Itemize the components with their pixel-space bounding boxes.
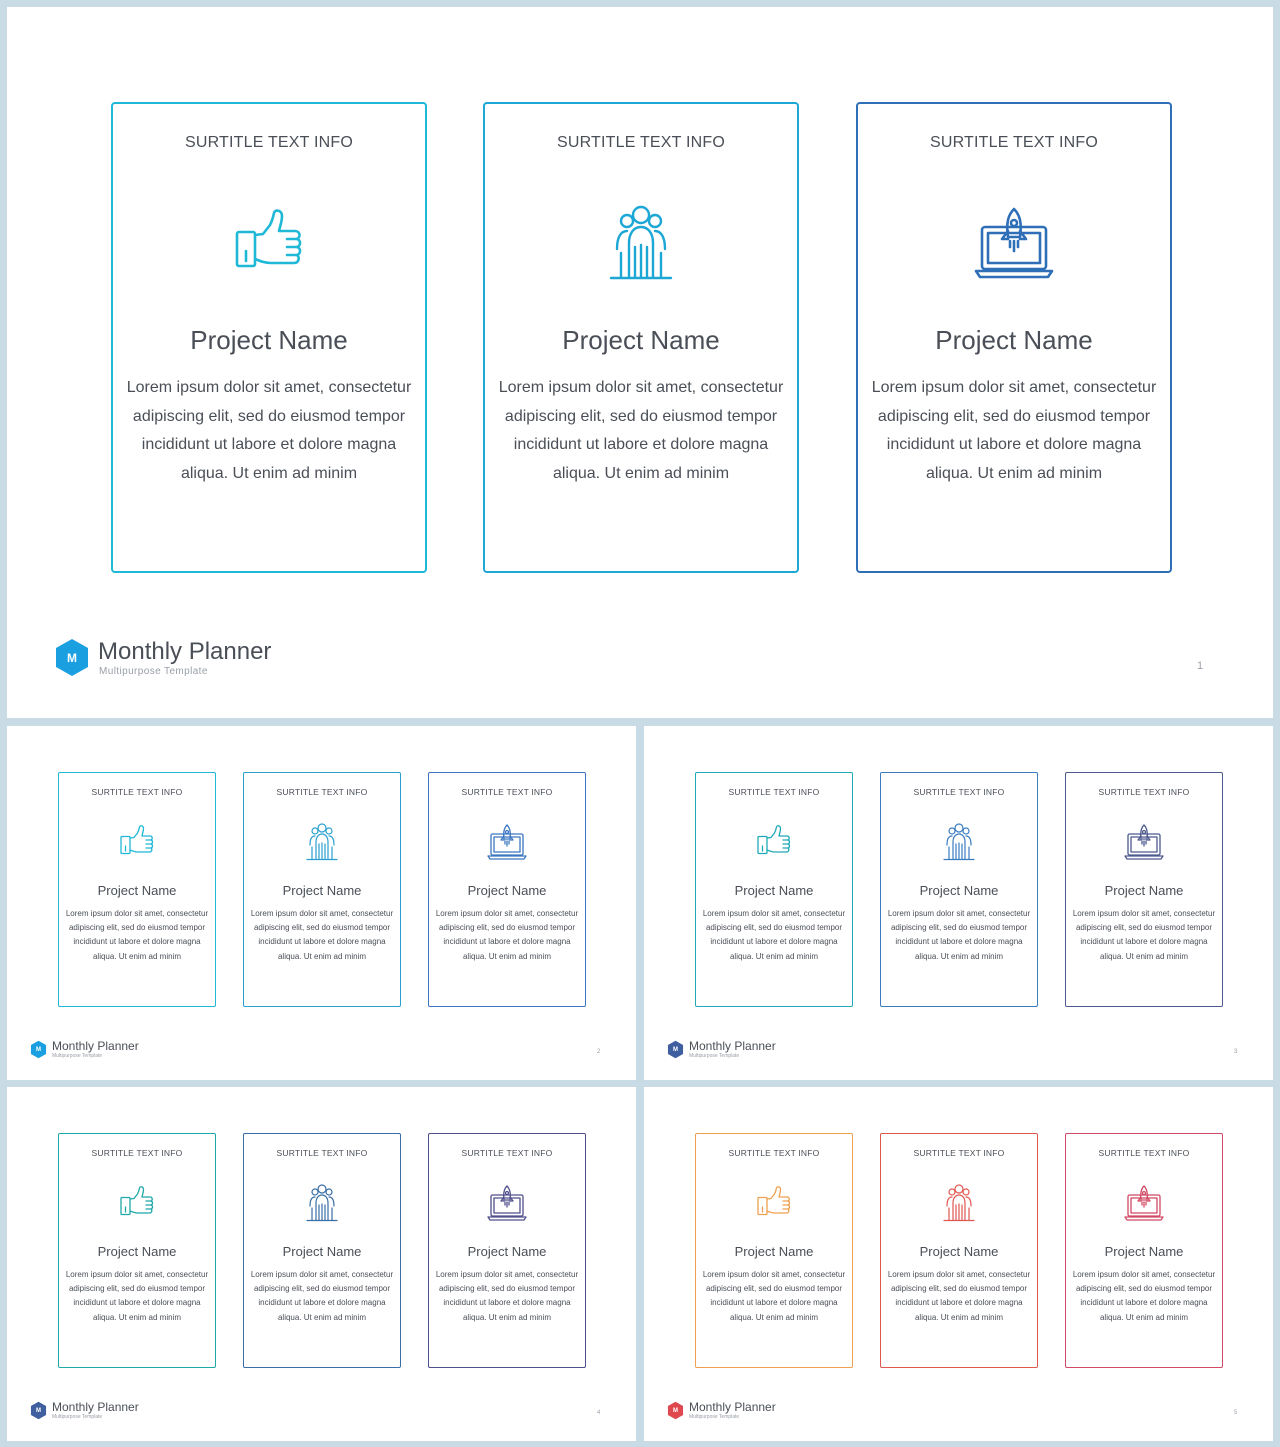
project-card bbox=[880, 1133, 1038, 1368]
laptop-rocket-icon bbox=[972, 199, 1056, 283]
team-icon bbox=[301, 1181, 343, 1223]
card-description: Lorem ipsum dolor sit amet, consectetur adipiscing elit, sed do eiusmod tempor incididunt ut labore et dolore magna aliqua. Ut enim ad minim bbox=[65, 1270, 209, 1322]
card-description: Lorem ipsum dolor sit amet, consectetur adipiscing elit, sed do eiusmod tempor incididunt ut labore et dolore magna aliqua. Ut enim ad minim bbox=[126, 379, 412, 482]
brand-subtitle: Multipurpose Template bbox=[689, 1053, 740, 1059]
brand-logo bbox=[54, 638, 90, 677]
project-card bbox=[856, 102, 1172, 573]
logo-letter: M bbox=[36, 1407, 41, 1414]
brand-subtitle: Multipurpose Template bbox=[689, 1414, 740, 1420]
team-icon bbox=[938, 820, 980, 862]
brand-subtitle: Multipurpose Template bbox=[52, 1414, 103, 1420]
project-name: Project Name bbox=[1104, 1244, 1184, 1259]
brand-title: Monthly Planner bbox=[689, 1400, 776, 1414]
logo-letter: M bbox=[673, 1046, 678, 1053]
thumbs-up-icon bbox=[753, 820, 795, 862]
project-card bbox=[695, 1133, 853, 1368]
card-surtitle: SURTITLE TEXT INFO bbox=[91, 787, 183, 797]
card-description: Lorem ipsum dolor sit amet, consectetur adipiscing elit, sed do eiusmod tempor incididunt ut labore et dolore magna aliqua. Ut enim ad minim bbox=[1072, 1270, 1216, 1322]
card-description: Lorem ipsum dolor sit amet, consectetur adipiscing elit, sed do eiusmod tempor incididunt ut labore et dolore magna aliqua. Ut enim ad minim bbox=[250, 1270, 394, 1322]
card-surtitle: SURTITLE TEXT INFO bbox=[1098, 1148, 1190, 1158]
card-surtitle: SURTITLE TEXT INFO bbox=[913, 787, 1005, 797]
project-name: Project Name bbox=[734, 883, 814, 898]
card-surtitle: SURTITLE TEXT INFO bbox=[461, 1148, 553, 1158]
project-card bbox=[428, 1133, 586, 1368]
project-name: Project Name bbox=[1104, 883, 1184, 898]
slide-5[interactable] bbox=[644, 1087, 1273, 1441]
project-name: Project Name bbox=[282, 1244, 362, 1259]
project-name: Project Name bbox=[467, 883, 547, 898]
card-description: Lorem ipsum dolor sit amet, consectetur adipiscing elit, sed do eiusmod tempor incididunt ut labore et dolore magna aliqua. Ut enim ad minim bbox=[871, 379, 1157, 482]
project-card bbox=[880, 772, 1038, 1007]
page-number: 4 bbox=[597, 1410, 601, 1416]
project-name: Project Name bbox=[734, 1244, 814, 1259]
slide-2[interactable] bbox=[7, 726, 636, 1080]
slide-4[interactable] bbox=[7, 1087, 636, 1441]
page-number: 1 bbox=[1197, 660, 1204, 672]
brand-logo bbox=[30, 1401, 47, 1420]
card-description: Lorem ipsum dolor sit amet, consectetur adipiscing elit, sed do eiusmod tempor incididunt ut labore et dolore magna aliqua. Ut enim ad minim bbox=[435, 1270, 579, 1322]
project-name: Project Name bbox=[919, 1244, 999, 1259]
project-card bbox=[243, 772, 401, 1007]
project-card bbox=[243, 1133, 401, 1368]
card-description: Lorem ipsum dolor sit amet, consectetur adipiscing elit, sed do eiusmod tempor incididunt ut labore et dolore magna aliqua. Ut enim ad minim bbox=[887, 1270, 1031, 1322]
page-number: 2 bbox=[597, 1049, 601, 1055]
project-card bbox=[1065, 772, 1223, 1007]
project-name: Project Name bbox=[97, 883, 177, 898]
card-surtitle: SURTITLE TEXT INFO bbox=[929, 134, 1099, 151]
thumbs-up-icon bbox=[227, 199, 311, 283]
project-card bbox=[58, 1133, 216, 1368]
thumbs-up-icon bbox=[116, 820, 158, 862]
project-name: Project Name bbox=[282, 883, 362, 898]
card-surtitle: SURTITLE TEXT INFO bbox=[728, 787, 820, 797]
brand-logo bbox=[667, 1401, 684, 1420]
card-description: Lorem ipsum dolor sit amet, consectetur adipiscing elit, sed do eiusmod tempor incididunt ut labore et dolore magna aliqua. Ut enim ad minim bbox=[250, 909, 394, 961]
brand-subtitle: Multipurpose Template bbox=[52, 1053, 103, 1059]
card-description: Lorem ipsum dolor sit amet, consectetur adipiscing elit, sed do eiusmod tempor incididunt ut labore et dolore magna aliqua. Ut enim ad minim bbox=[435, 909, 579, 961]
logo-letter: M bbox=[67, 650, 77, 665]
project-card bbox=[695, 772, 853, 1007]
card-surtitle: SURTITLE TEXT INFO bbox=[556, 134, 726, 151]
card-description: Lorem ipsum dolor sit amet, consectetur adipiscing elit, sed do eiusmod tempor incididunt ut labore et dolore magna aliqua. Ut enim ad minim bbox=[702, 1270, 846, 1322]
card-surtitle: SURTITLE TEXT INFO bbox=[913, 1148, 1005, 1158]
project-card bbox=[483, 102, 799, 573]
card-description: Lorem ipsum dolor sit amet, consectetur adipiscing elit, sed do eiusmod tempor incididunt ut labore et dolore magna aliqua. Ut enim ad minim bbox=[498, 379, 784, 482]
project-card bbox=[111, 102, 427, 573]
brand-title: Monthly Planner bbox=[52, 1400, 139, 1414]
slide-3[interactable] bbox=[644, 726, 1273, 1080]
page-number: 5 bbox=[1234, 1410, 1238, 1416]
slide-1[interactable] bbox=[7, 7, 1273, 718]
laptop-rocket-icon bbox=[486, 1181, 528, 1223]
card-surtitle: SURTITLE TEXT INFO bbox=[276, 1148, 368, 1158]
project-name: Project Name bbox=[562, 325, 720, 355]
card-surtitle: SURTITLE TEXT INFO bbox=[461, 787, 553, 797]
thumbs-up-icon bbox=[116, 1181, 158, 1223]
logo-letter: M bbox=[36, 1046, 41, 1053]
project-name: Project Name bbox=[935, 325, 1093, 355]
project-name: Project Name bbox=[919, 883, 999, 898]
card-surtitle: SURTITLE TEXT INFO bbox=[276, 787, 368, 797]
brand-logo bbox=[30, 1040, 47, 1059]
logo-letter: M bbox=[673, 1407, 678, 1414]
card-description: Lorem ipsum dolor sit amet, consectetur adipiscing elit, sed do eiusmod tempor incididunt ut labore et dolore magna aliqua. Ut enim ad minim bbox=[887, 909, 1031, 961]
brand-logo bbox=[667, 1040, 684, 1059]
laptop-rocket-icon bbox=[486, 820, 528, 862]
card-description: Lorem ipsum dolor sit amet, consectetur adipiscing elit, sed do eiusmod tempor incididunt ut labore et dolore magna aliqua. Ut enim ad minim bbox=[702, 909, 846, 961]
brand-title: Monthly Planner bbox=[52, 1039, 139, 1053]
card-surtitle: SURTITLE TEXT INFO bbox=[91, 1148, 183, 1158]
brand-title: Monthly Planner bbox=[98, 638, 272, 665]
page-number: 3 bbox=[1234, 1049, 1238, 1055]
card-description: Lorem ipsum dolor sit amet, consectetur adipiscing elit, sed do eiusmod tempor incididunt ut labore et dolore magna aliqua. Ut enim ad minim bbox=[65, 909, 209, 961]
card-surtitle: SURTITLE TEXT INFO bbox=[728, 1148, 820, 1158]
laptop-rocket-icon bbox=[1123, 820, 1165, 862]
brand-title: Monthly Planner bbox=[689, 1039, 776, 1053]
brand-subtitle: Multipurpose Template bbox=[99, 666, 208, 677]
card-description: Lorem ipsum dolor sit amet, consectetur adipiscing elit, sed do eiusmod tempor incididunt ut labore et dolore magna aliqua. Ut enim ad minim bbox=[1072, 909, 1216, 961]
project-card bbox=[428, 772, 586, 1007]
team-icon bbox=[938, 1181, 980, 1223]
project-card bbox=[1065, 1133, 1223, 1368]
project-card bbox=[58, 772, 216, 1007]
team-icon bbox=[599, 199, 683, 283]
project-name: Project Name bbox=[97, 1244, 177, 1259]
card-surtitle: SURTITLE TEXT INFO bbox=[1098, 787, 1190, 797]
card-surtitle: SURTITLE TEXT INFO bbox=[184, 134, 354, 151]
laptop-rocket-icon bbox=[1123, 1181, 1165, 1223]
thumbs-up-icon bbox=[753, 1181, 795, 1223]
project-name: Project Name bbox=[190, 325, 348, 355]
team-icon bbox=[301, 820, 343, 862]
project-name: Project Name bbox=[467, 1244, 547, 1259]
